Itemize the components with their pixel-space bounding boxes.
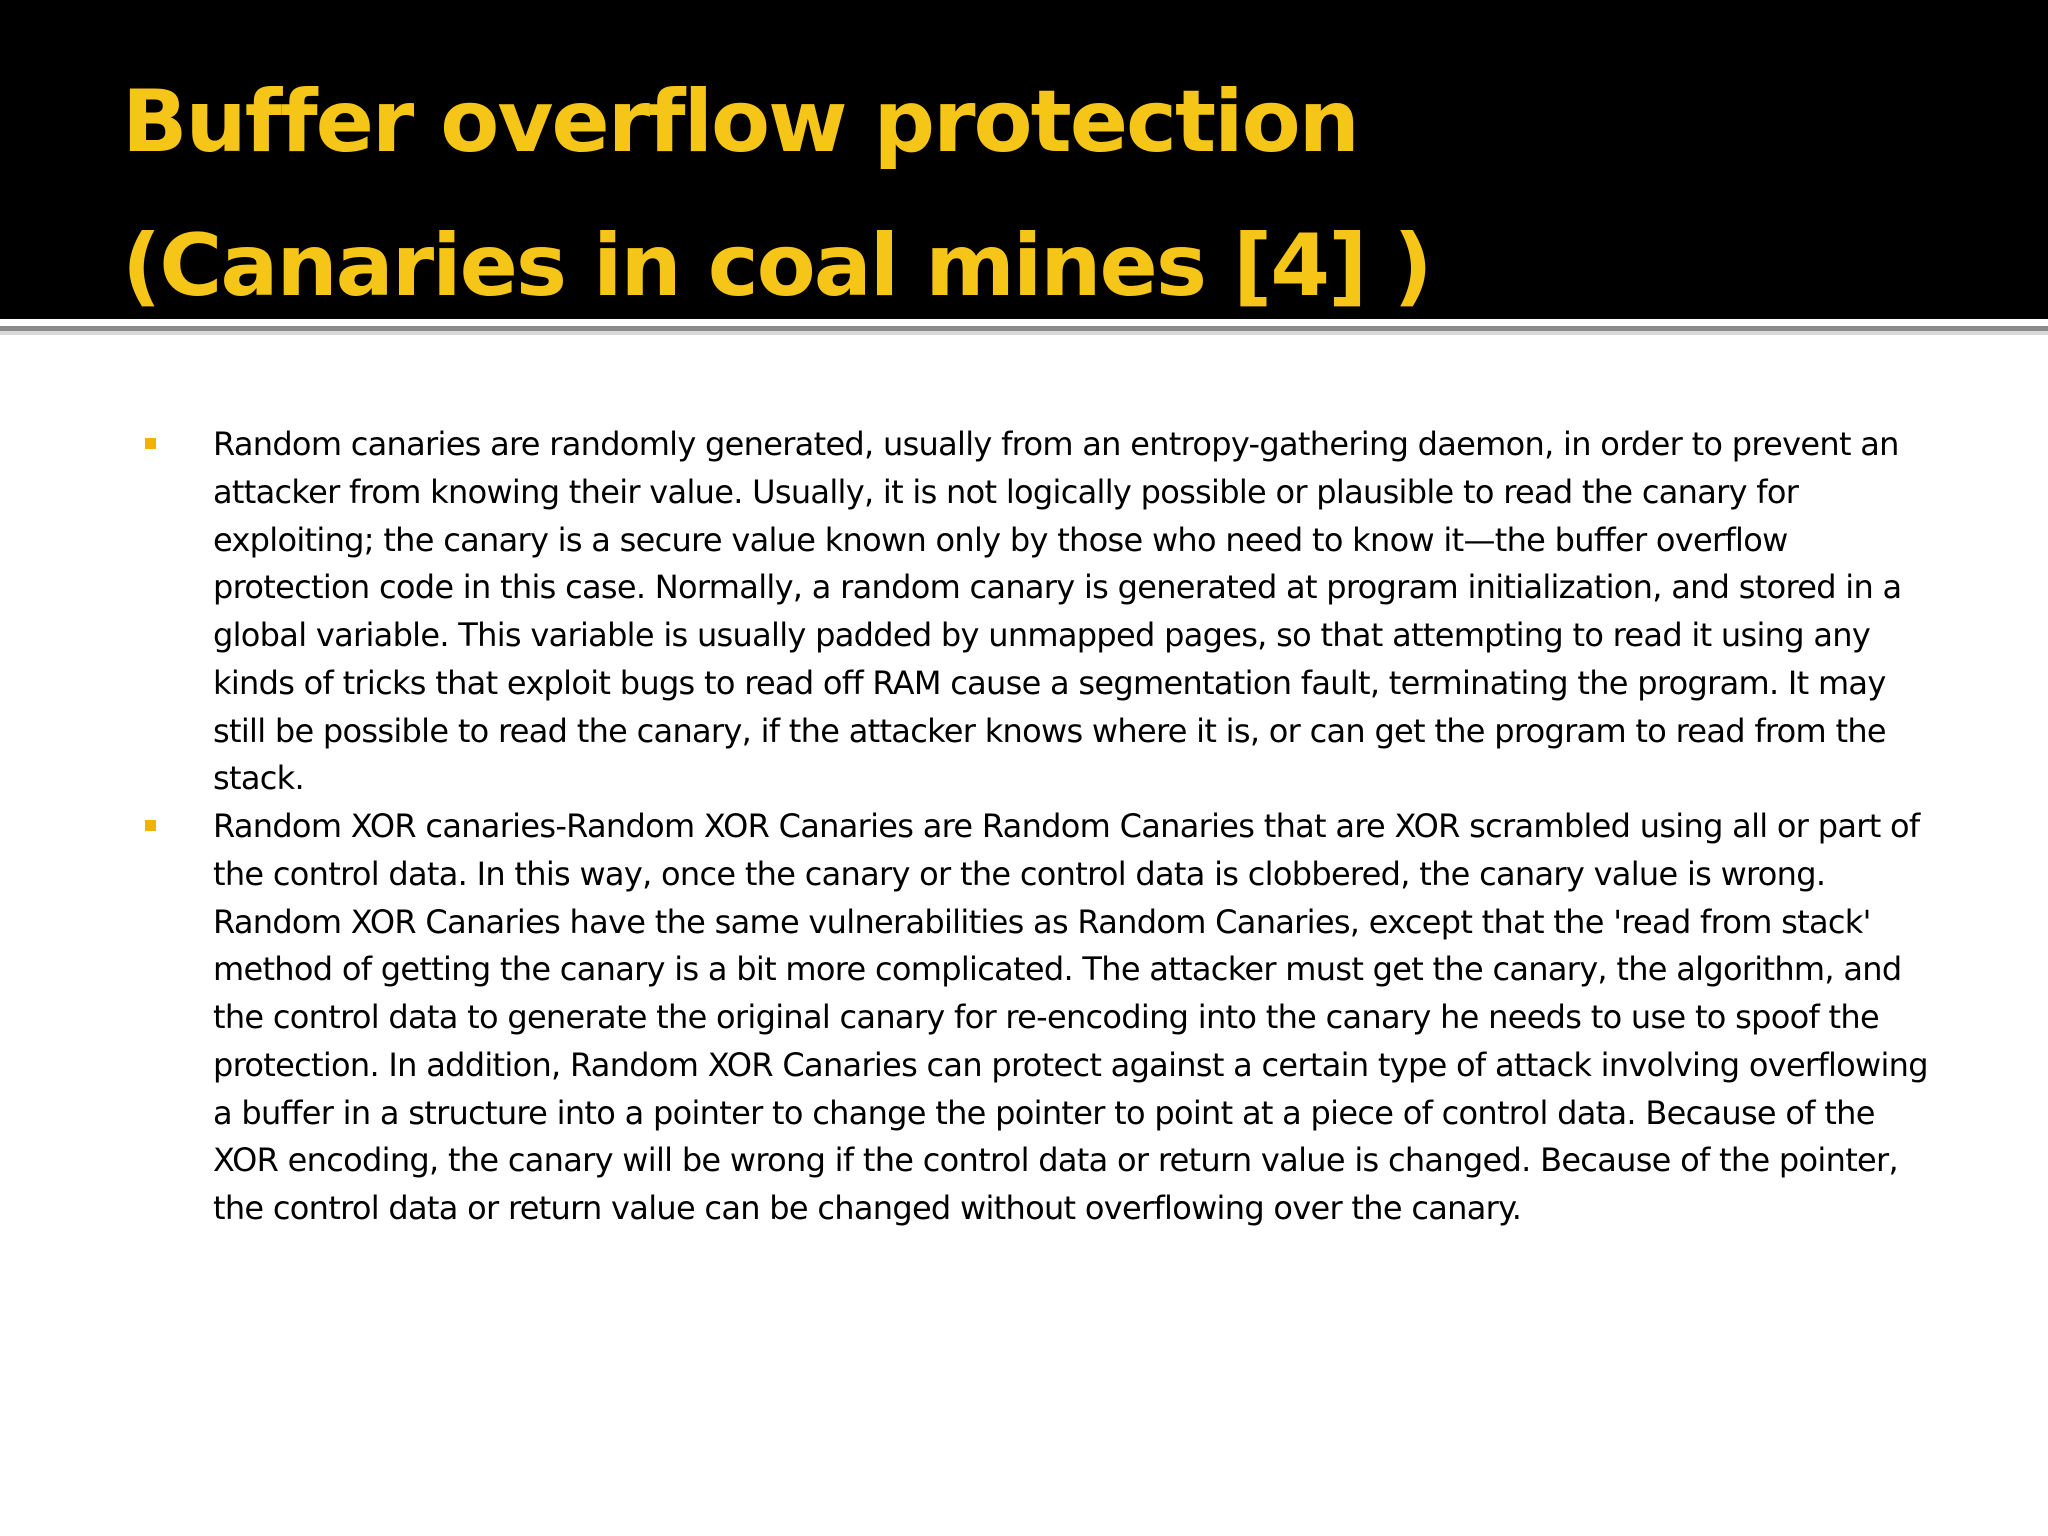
- slide-title: [122, 50, 2002, 338]
- bullet-text: Random XOR canaries-Random XOR Canaries are Random Canaries that are XOR scrambled using all or part of the control data. In this way, once the canary or the control data is clobbered, the canary value is wrong. Random XOR Canaries have the same vulnerabilities as Random Canaries, except that the 'read from stack' method of getting the canary is a bit more complicated. The attacker must get the canary, the algorithm, and the control data to generate the original canary for re-encoding into the canary he needs to use to spoof the protection. In addition, Random XOR Canaries can protect against a certain type of attack involving overflowing a buffer in a structure into a pointer to change the pointer to point at a piece of control data. Because of the XOR encoding, the canary will be wrong if the control data or return value is changed. Because of the pointer, the control data or return value can be changed without overflowing over the canary.: [213, 807, 1928, 1227]
- bullet-item-random-xor-canaries: [0, 803, 2048, 1233]
- bullet-item-random-canaries: [0, 421, 2048, 803]
- bullet-text: Random canaries are randomly generated, usually from an entropy-gathering daemon, in order to prevent an attacker from knowing their value. Usually, it is not logically possible or plausible to read the canary for exploiting; the canary is a secure value known only by those who need to know it—the buffer overflow protection code in this case. Normally, a random canary is generated at program initialization, and stored in a global variable. This variable is usually padded by unmapped pages, so that attempting to read it using any kinds of tricks that exploit bugs to read off RAM cause a segmentation fault, terminating the program. It may still be possible to read the canary, if the attacker knows where it is, or can get the program to read from the stack.: [213, 425, 1902, 798]
- bullet-list: [0, 421, 2048, 1233]
- title-divider-gap: [0, 319, 2048, 326]
- title-bar: [0, 0, 2048, 319]
- square-bullet-icon: [145, 820, 156, 831]
- slide-title-line-1: Buffer overflow protection: [122, 72, 1358, 172]
- square-bullet-icon: [145, 438, 156, 449]
- title-divider-shadow: [0, 331, 2048, 335]
- slide-title-line-2: (Canaries in coal mines [4] ): [122, 216, 1431, 316]
